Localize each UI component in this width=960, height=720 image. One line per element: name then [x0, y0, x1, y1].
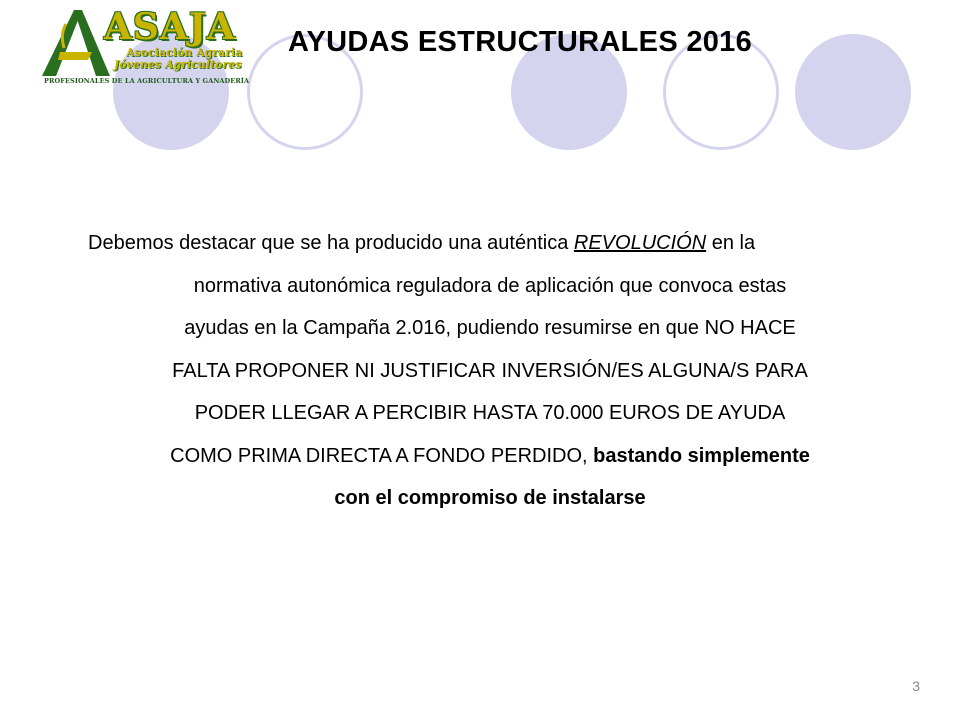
body-line-6	[80, 435, 900, 478]
body-line-3: ayudas en la Campaña 2.016, pudiendo resumirse en que NO HACE	[184, 317, 796, 339]
decor-circle-5	[795, 34, 911, 150]
body-paragraph	[80, 222, 900, 520]
body-text-segment: COMO PRIMA DIRECTA A FONDO PERDIDO,	[170, 444, 594, 467]
body-line-1	[80, 222, 900, 265]
body-text-segment: en la	[706, 232, 756, 254]
slide-title: AYUDAS ESTRUCTURALES 2016	[287, 26, 753, 58]
logo-wordmark: ASAJA	[104, 6, 236, 48]
body-line-5: PODER LLEGAR A PERCIBIR HASTA 70.000 EUROS DE AYUDA	[194, 402, 786, 424]
body-line-7: con el compromiso de instalarse	[334, 487, 646, 509]
logo-subtitle-2: Jóvenes Agricultores	[114, 58, 242, 71]
asaja-logo	[36, 6, 250, 90]
body-text-segment: Debemos destacar que se ha producido una auténtica	[88, 232, 574, 254]
logo-tagline: PROFESIONALES DE LA AGRICULTURA Y GANADERÍA	[44, 77, 250, 85]
body-line-2: normativa autonómica reguladora de aplicación que convoca estas	[193, 274, 787, 297]
logo-subtitle: Asociación Agraria	[126, 46, 243, 59]
bold-emphasis: bastando simplemente	[593, 444, 810, 467]
body-line-4: FALTA PROPONER NI JUSTIFICAR INVERSIÓN/ES ALGUNA/S PARA	[172, 359, 808, 382]
page-number: 3	[912, 678, 920, 694]
revolucion-emphasis: REVOLUCIÓN	[573, 232, 707, 254]
